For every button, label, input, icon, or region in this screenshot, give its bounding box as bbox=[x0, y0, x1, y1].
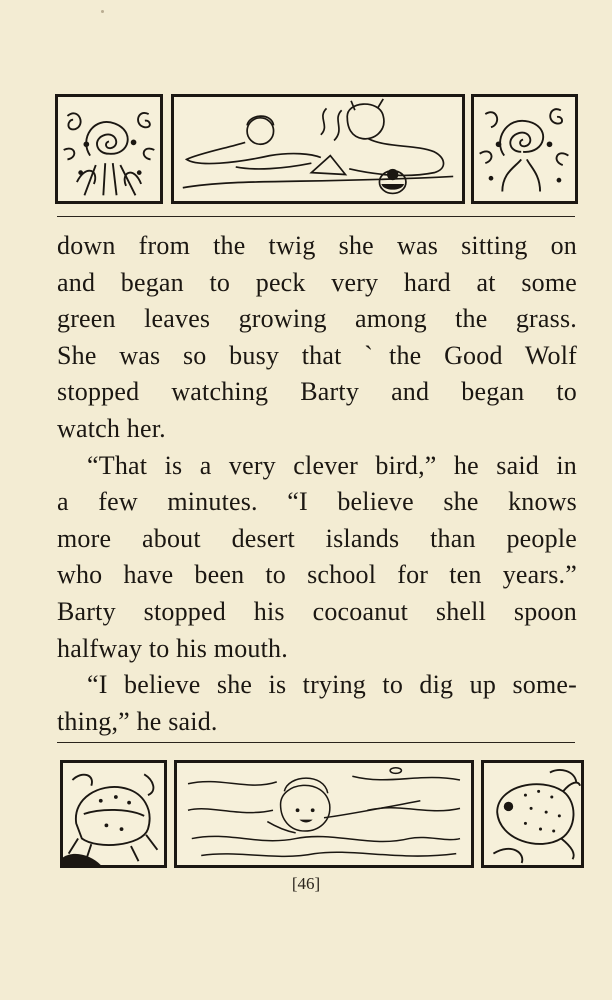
top-left-ornament-panel bbox=[55, 94, 163, 204]
bottom-right-illustration-panel bbox=[481, 760, 584, 868]
text-line: green leaves growing among the grass. bbox=[57, 304, 577, 334]
text-line: more about desert islands than people bbox=[57, 523, 577, 553]
top-center-illustration-panel bbox=[171, 94, 465, 204]
page-number: [46] bbox=[291, 874, 321, 893]
text-line: Barty stopped his cocoanut shell spoon bbox=[57, 596, 577, 626]
text-line: “That is a very clever bird,” he said in bbox=[87, 450, 577, 480]
text-line: thing,” he said. bbox=[57, 706, 218, 736]
pufferfish-icon bbox=[484, 763, 581, 865]
paper-speck bbox=[101, 10, 104, 13]
bottom-illustration-band bbox=[55, 760, 578, 868]
top-right-ornament-panel bbox=[471, 94, 578, 204]
body-text bbox=[57, 228, 577, 740]
bottom-center-illustration-panel bbox=[174, 760, 474, 868]
text-line: “I believe she is trying to dig up some- bbox=[87, 670, 577, 700]
text-line: down from the twig she was sitting on bbox=[57, 231, 577, 260]
text-line: and began to peck very hard at some bbox=[57, 267, 577, 297]
top-illustration-band bbox=[55, 94, 578, 204]
shell-ornament-icon bbox=[58, 97, 160, 201]
text-line: She was so busy that ˋthe Good Wolf bbox=[57, 340, 577, 370]
bottom-left-illustration-panel bbox=[60, 760, 167, 868]
bottom-divider-rule bbox=[57, 742, 575, 743]
text-line: watch her. bbox=[57, 413, 166, 443]
text-line: who have been to school for ten years.” bbox=[57, 560, 577, 590]
text-line: a few minutes. “I believe she knows bbox=[57, 487, 577, 517]
coral-ornament-icon bbox=[474, 97, 575, 201]
top-divider-rule bbox=[57, 216, 575, 217]
swimming-boy-icon bbox=[177, 763, 471, 865]
crab-icon bbox=[63, 763, 164, 865]
text-line: halfway to his mouth. bbox=[57, 633, 288, 663]
boy-and-wolf-by-fire-icon bbox=[174, 97, 462, 201]
text-line: stopped watching Barty and began to bbox=[57, 377, 577, 407]
